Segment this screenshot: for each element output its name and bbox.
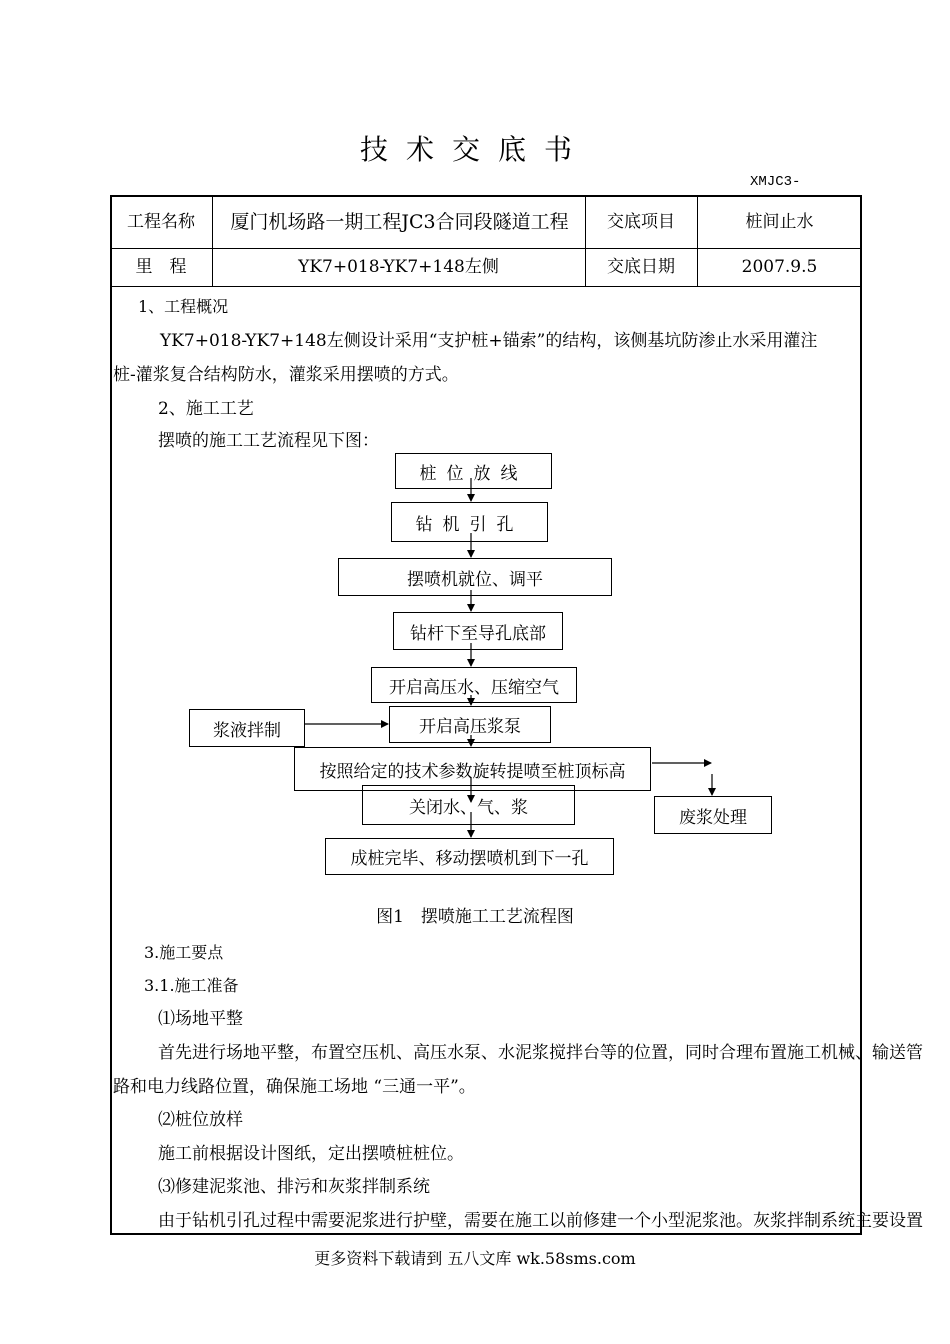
section-2-intro: 摆喷的施工工艺流程见下图： xyxy=(158,431,379,451)
prep-3-line-1: 由于钻机引孔过程中需要泥浆进行护壁，需要在施工以前修建一个小型泥浆池。灰浆拌制系统主要设置 xyxy=(158,1211,923,1231)
flow-step-4: 钻杆下至导孔底部 xyxy=(393,612,563,650)
flow-step-5: 开启高压水、压缩空气 xyxy=(371,667,577,703)
section-3-1-title: 3.1.施工准备 xyxy=(144,976,239,995)
document-title: 技术交底书 xyxy=(359,133,590,166)
mileage-value: YK7+018-YK7+148左侧 xyxy=(298,256,499,277)
project-name-value: 厦门机场路一期工程JC3合同段隧道工程 xyxy=(230,211,569,233)
prep-1-line-2: 路和电力线路位置，确保施工场地 “三通一平”。 xyxy=(113,1077,476,1097)
flow-caption: 图1 摆喷施工工艺流程图 xyxy=(376,907,574,927)
prep-1-title: ⑴场地平整 xyxy=(158,1009,243,1029)
flow-step-8: 关闭水、气、浆 xyxy=(362,785,575,825)
section-1-line-1: YK7+018-YK7+148左侧设计采用“支护桩+锚索”的结构，该侧基坑防渗止水采用灌注 xyxy=(160,331,818,351)
flow-step-9: 成桩完毕、移动摆喷机到下一孔 xyxy=(325,838,614,875)
project-name-label: 工程名称 xyxy=(127,211,195,232)
flow-step-6: 开启高压浆泵 xyxy=(389,706,551,743)
flow-step-2: 钻机引孔 xyxy=(391,502,548,542)
item-value: 桩间止水 xyxy=(745,211,814,232)
flow-side-right: 废浆处理 xyxy=(654,796,772,834)
section-1-line-2: 桩-灌浆复合结构防水，灌浆采用摆喷的方式。 xyxy=(113,365,459,385)
flow-side-left: 浆液拌制 xyxy=(189,709,305,747)
section-3-title: 3.施工要点 xyxy=(144,943,224,962)
mileage-label: 里 程 xyxy=(135,256,187,277)
prep-3-title: ⑶修建泥浆池、排污和灰浆拌制系统 xyxy=(158,1177,430,1197)
date-value: 2007.9.5 xyxy=(741,256,818,277)
document-code: XMJC3- xyxy=(750,174,801,190)
flow-step-1: 桩位放线 xyxy=(395,453,552,489)
footer-link-text: 更多资料下载请到 五八文库 wk.58sms.com xyxy=(314,1249,636,1268)
flow-step-7: 按照给定的技术参数旋转提喷至桩顶标高 xyxy=(294,747,651,791)
flow-step-3: 摆喷机就位、调平 xyxy=(338,558,612,596)
date-label: 交底日期 xyxy=(607,256,675,277)
item-label: 交底项目 xyxy=(607,211,675,232)
section-1-title: 1、工程概况 xyxy=(138,297,229,316)
section-2-title: 2、施工工艺 xyxy=(158,399,254,419)
prep-2-title: ⑵桩位放样 xyxy=(158,1110,243,1130)
prep-2-line-1: 施工前根据设计图纸，定出摆喷桩桩位。 xyxy=(158,1144,464,1164)
prep-1-line-1: 首先进行场地平整，布置空压机、高压水泵、水泥浆搅拌台等的位置，同时合理布置施工机械、输送管 xyxy=(158,1043,923,1063)
